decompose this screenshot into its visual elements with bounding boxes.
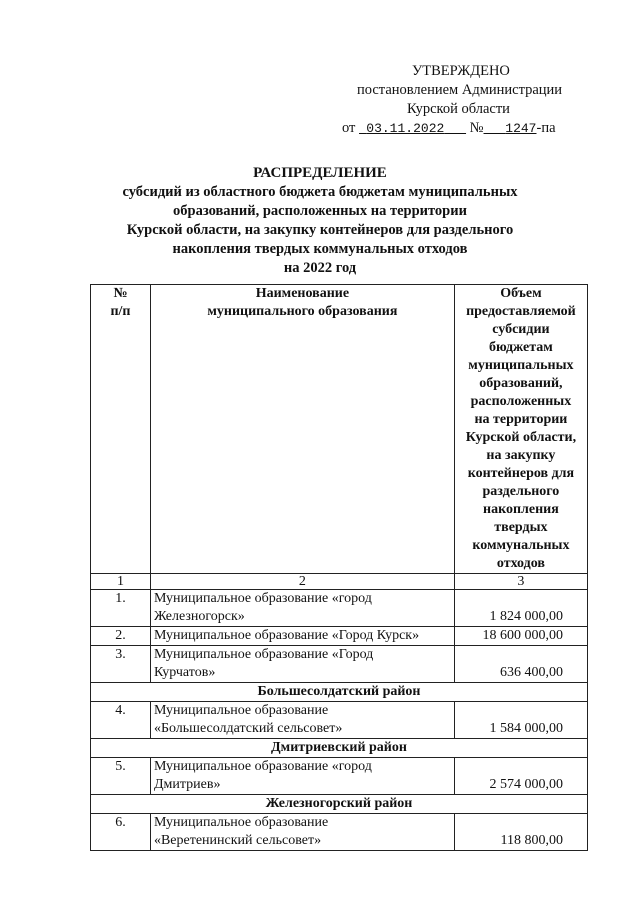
title-line: накопления твердых коммунальных отходов [172, 241, 468, 257]
district-row [91, 739, 588, 758]
district-name: Дмитриевский район [91, 739, 588, 758]
table-row [91, 758, 588, 795]
row-amount: 636 400,00 [454, 646, 587, 683]
document-title [100, 164, 540, 278]
row-number: 1. [91, 590, 151, 627]
row-amount: 1 584 000,00 [454, 702, 587, 739]
table-row [91, 627, 588, 646]
index-cell: 2 [150, 574, 454, 590]
row-amount: 2 574 000,00 [454, 758, 587, 795]
row-name: Муниципальное образование «Город Курск» [150, 627, 454, 646]
district-name: Железногорский район [91, 795, 588, 814]
row-amount: 18 600 000,00 [454, 627, 587, 646]
distribution-table [90, 284, 588, 851]
row-number: 3. [91, 646, 151, 683]
index-cell: 1 [91, 574, 151, 590]
header-name: Наименование муниципального образования [150, 285, 454, 574]
table-row [91, 702, 588, 739]
title-heading: РАСПРЕДЕЛЕНИЕ [253, 165, 387, 181]
table-header-row [91, 285, 588, 574]
date-prefix: от [342, 120, 356, 136]
index-cell: 3 [454, 574, 587, 590]
approval-stamp [330, 62, 590, 138]
column-index-row [91, 574, 588, 590]
row-number: 4. [91, 702, 151, 739]
row-number: 6. [91, 814, 151, 851]
district-row [91, 795, 588, 814]
approval-issuer: постановлением Администрации [357, 82, 563, 98]
approval-region: Курской области [407, 101, 510, 117]
row-name: Муниципальное образование «город Железногорск» [150, 590, 454, 627]
approval-date: 03.11.2022 [366, 121, 445, 136]
row-number: 5. [91, 758, 151, 795]
title-line: на 2022 год [283, 260, 357, 276]
header-amount: Объем предоставляемой субсидии бюджетам муниципальных образований, расположенных на территории Курской области, на закупку контейнеров для раздельного накопления твердых коммунальных отходов [454, 285, 587, 574]
row-amount: 118 800,00 [454, 814, 587, 851]
table-row [91, 590, 588, 627]
approval-date-line [330, 119, 590, 138]
approval-heading: УТВЕРЖДЕНО [412, 63, 510, 79]
row-name: Муниципальное образование «город Дмитриев» [150, 758, 454, 795]
title-line: субсидий из областного бюджета бюджетам муниципальных [122, 184, 518, 200]
row-amount: 1 824 000,00 [454, 590, 587, 627]
header-number: № п/п [91, 285, 151, 574]
number-prefix: № [469, 120, 484, 136]
row-name: Муниципальное образование «Большесолдатский сельсовет» [150, 702, 454, 739]
row-name: Муниципальное образование «Веретенинский сельсовет» [150, 814, 454, 851]
district-name: Большесолдатский район [91, 683, 588, 702]
table-row [91, 646, 588, 683]
district-row [91, 683, 588, 702]
title-line: Курской области, на закупку контейнеров для раздельного [126, 222, 514, 238]
row-name: Муниципальное образование «Город Курчатов» [150, 646, 454, 683]
approval-number: 1247 [505, 121, 537, 136]
row-number: 2. [91, 627, 151, 646]
table-row [91, 814, 588, 851]
title-line: образований, расположенных на территории [173, 203, 467, 219]
number-suffix: -па [536, 120, 556, 136]
